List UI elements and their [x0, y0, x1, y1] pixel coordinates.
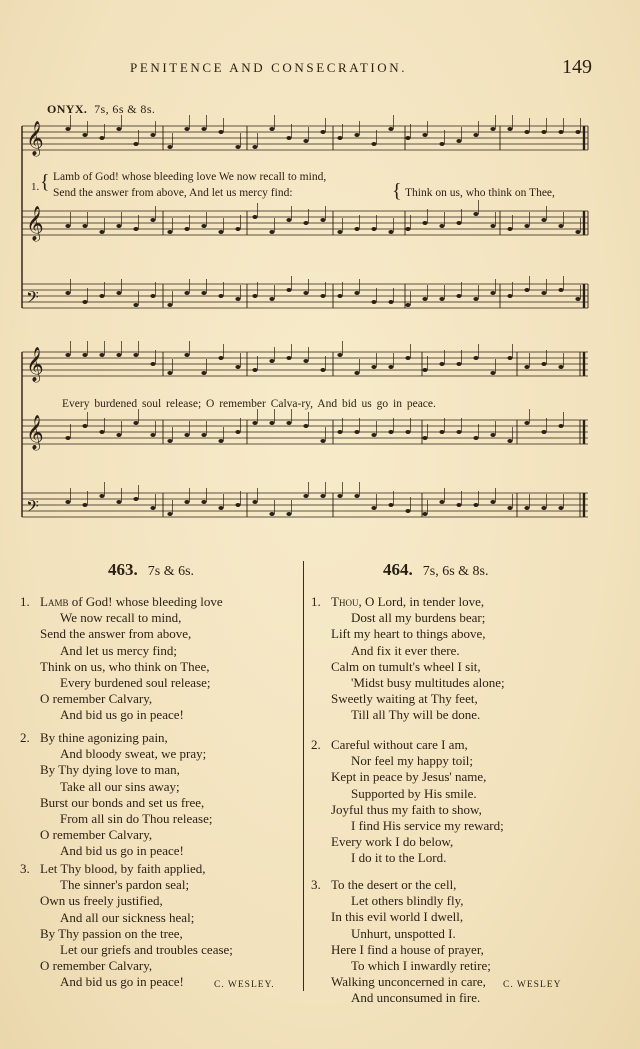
treble-clef: 𝄞 [26, 121, 44, 156]
stanza-line: Think on us, who think on Thee, [40, 658, 210, 674]
staff-6-note [541, 506, 546, 510]
stanza-line: Every work I do below, [331, 834, 454, 850]
staff-5-note [116, 433, 121, 437]
staff-2-note [541, 218, 546, 222]
stanza-line: Calm on tumult's wheel I sit, [331, 658, 481, 674]
staff-6-note [201, 500, 206, 504]
treble-clef: 𝄞 [26, 206, 44, 241]
stanza-line: And fix it ever there. [351, 642, 460, 658]
staff-3-note [422, 297, 427, 301]
staff-4-note [405, 356, 410, 360]
stanza [311, 737, 504, 867]
staff-6-note [116, 500, 121, 504]
staff-3-note [558, 288, 563, 292]
staff-2-note [439, 224, 444, 228]
staff-4-note [303, 359, 308, 363]
staff-2-note [422, 221, 427, 225]
staff-6-note [99, 494, 104, 498]
stanza-line: Walking unconcerned in care, [331, 974, 486, 990]
staff-6-note [320, 494, 325, 498]
staff-3-note [456, 294, 461, 298]
stanza-line: And bid us go in peace! [60, 707, 184, 723]
staff-1-note [541, 130, 546, 134]
stanza [311, 594, 505, 724]
verse-number: 1. [31, 181, 40, 193]
staff-4-note [320, 368, 325, 372]
staff-1-note [184, 127, 189, 131]
staff-5-note [473, 436, 478, 440]
staff-1-note [507, 127, 512, 131]
staff-1-note [405, 136, 410, 140]
staff-3-note [167, 303, 172, 307]
staff-5-note [422, 436, 427, 440]
bass-clef: 𝄢 [26, 287, 39, 311]
stanza-line [311, 594, 505, 610]
stanza-line: Lift my heart to things above, [331, 626, 486, 642]
staff-3-note [388, 300, 393, 304]
staff-5-note [354, 430, 359, 434]
staff-1-note [99, 136, 104, 140]
staff-2-note [575, 230, 580, 234]
staff-5-note [235, 430, 240, 434]
lyrics-line-1: Lamb of God! whose bleeding love We now recall to mind, [53, 171, 327, 183]
lyrics-line-3: Every burdened soul release; O remember Calva-ry, And bid us go in peace. [62, 398, 436, 410]
stanza-line: And unconsumed in fire. [351, 990, 481, 1006]
staff-1-note [422, 133, 427, 137]
hymn-464-author: C. WESLEY [503, 980, 562, 990]
stanza [20, 861, 233, 991]
hymn-463-heading [108, 560, 194, 580]
staff-6-note [235, 503, 240, 507]
staff-2-note [201, 224, 206, 228]
staff-2-note [150, 218, 155, 222]
stanza-number: 3. [311, 877, 321, 892]
staff-6-note [371, 506, 376, 510]
running-title: PENITENCE AND CONSECRATION. [130, 60, 408, 75]
hymn-463-author: C. WESLEY. [214, 980, 275, 990]
stanza [20, 594, 223, 724]
stanza-line: By Thy dying love to man, [40, 762, 180, 778]
staff-3-note [184, 291, 189, 295]
stanza-line: I find His service my reward; [351, 818, 504, 834]
staff-2-note [371, 227, 376, 231]
staff-3-note [82, 300, 87, 304]
staff-1-note [116, 127, 121, 131]
staff-6-note [422, 512, 427, 516]
staff-1-note [473, 133, 478, 137]
staff-2-note [388, 230, 393, 234]
staff-2-note [490, 224, 495, 228]
stanza-line: O remember Calvary, [40, 691, 153, 707]
stanza-number: 1. [311, 594, 321, 609]
staff-2-note [558, 224, 563, 228]
staff-3-note [320, 294, 325, 298]
staff-1-note [286, 136, 291, 140]
stanza-line [20, 730, 212, 746]
staff-6-note [150, 506, 155, 510]
staff-3-note [235, 297, 240, 301]
staff-2-note [320, 218, 325, 222]
staff-5-note [490, 433, 495, 437]
stanza-line: From all sin do Thou release; [60, 811, 213, 827]
staff-6-note [354, 494, 359, 498]
staff-2-note [218, 230, 223, 234]
stanza-line: And let us mercy find; [60, 642, 177, 658]
treble-clef: 𝄞 [26, 415, 44, 450]
staff-3-note [150, 294, 155, 298]
staff-3-note [218, 294, 223, 298]
stanza-line-text: O Lord, in tender love, [364, 594, 485, 609]
staff-1-note [65, 127, 70, 131]
stanza-line-text: Careful without care I am, [331, 737, 468, 752]
stanza-line: Unhurt, unspotted I. [351, 925, 456, 941]
stanza-number: 2. [311, 737, 321, 752]
staff-6-note [558, 506, 563, 510]
staff-3-note [116, 291, 121, 295]
tune-name: ONYX. [47, 102, 88, 116]
stanza-line: Joyful thus my faith to show, [331, 801, 482, 817]
stanza-line: Kept in peace by Jesus' name, [331, 769, 487, 785]
staff-2-note [337, 230, 342, 234]
staff-5-note [558, 424, 563, 428]
staff-4-note [235, 365, 240, 369]
stanza-line [311, 737, 504, 753]
stanza-line: Nor feel my happy toil; [351, 753, 474, 769]
staff-5-note [201, 433, 206, 437]
staff-1-note [558, 130, 563, 134]
staff-2-note [184, 227, 189, 231]
staff-3-note [575, 297, 580, 301]
staff-6-note [167, 512, 172, 516]
stanza-line: Send the answer from above, [40, 626, 192, 642]
stanza-line-text: Let Thy blood, by faith applied, [40, 861, 206, 876]
staff-6-note [82, 503, 87, 507]
staff-4-note [541, 362, 546, 366]
treble-clef: 𝄞 [26, 347, 44, 382]
staff-4-note [388, 365, 393, 369]
staff-6-note [269, 512, 274, 516]
staff-6-note [218, 506, 223, 510]
stanza-line: Here I find a house of prayer, [331, 941, 484, 957]
staff-4-note [422, 368, 427, 372]
stanza-line [311, 877, 491, 893]
stanza-number: 1. [20, 594, 30, 609]
staff-5-note [456, 430, 461, 434]
staff-5-note [337, 430, 342, 434]
stanza-number: 2. [20, 730, 30, 745]
staff-1-note [167, 145, 172, 149]
stanza-number: 3. [20, 861, 30, 876]
lyrics-line-2b: Think on us, who think on Thee, [405, 187, 555, 199]
staff-3-note [541, 291, 546, 295]
staff-3-note [337, 294, 342, 298]
staff-3-note [303, 291, 308, 295]
stanza-line: We now recall to mind, [60, 610, 182, 626]
staff-5-note [388, 430, 393, 434]
staff-6-note [252, 500, 257, 504]
staff-3-note [133, 303, 138, 307]
staff-6-note [388, 503, 393, 507]
stanza-line: And bid us go in peace! [60, 974, 184, 990]
staff-6-note [439, 500, 444, 504]
staff-4-note [490, 371, 495, 375]
staff-6-note [473, 503, 478, 507]
staff-6-note [65, 500, 70, 504]
staff-6-note [456, 503, 461, 507]
stanza-line: By Thy passion on the tree, [40, 925, 183, 941]
staff-1-note [388, 127, 393, 131]
stanza-line: And bloody sweat, we pray; [60, 746, 207, 762]
staff-4-note [218, 356, 223, 360]
staff-4-note [150, 362, 155, 366]
staff-6-note [337, 494, 342, 498]
staff-1-note [371, 142, 376, 146]
staff-2-note [473, 212, 478, 216]
staff-2-note [456, 221, 461, 225]
staff-2-note [99, 230, 104, 234]
stanza-line: Supported by His smile. [351, 785, 477, 801]
staff-1-note [490, 127, 495, 131]
staff-5-note [303, 424, 308, 428]
staff-5-note [65, 436, 70, 440]
stanza-line-text: To the desert or the cell, [331, 877, 457, 892]
staff-1-note [354, 133, 359, 137]
staff-2-note [405, 227, 410, 231]
stanza-line: To which I inwardly retire; [351, 958, 491, 974]
staff-4-note [167, 371, 172, 375]
lyrics-line-2: Send the answer from above, And let us mercy find: [53, 187, 293, 199]
staff-4-note [116, 353, 121, 357]
staff-5-note [507, 439, 512, 443]
bass-clef: 𝄢 [26, 496, 39, 520]
stanza-line: Take all our sins away; [60, 778, 180, 794]
staff-3-note [371, 300, 376, 304]
stanza-line: Own us freely justified, [40, 893, 163, 909]
lyric-brace-right: { [392, 180, 402, 202]
staff-5-note [541, 430, 546, 434]
staff-4-note [507, 356, 512, 360]
staff-3-note [65, 291, 70, 295]
stanza-line-text: of God! whose bleeding love [71, 594, 223, 609]
staff-4-note [65, 353, 70, 357]
stanza-line: Dost all my burdens bear; [351, 610, 486, 626]
staff-5-note [320, 439, 325, 443]
staff-2-note [252, 215, 257, 219]
staff-6-note [133, 497, 138, 501]
staff-5-note [218, 439, 223, 443]
staff-1-note [133, 142, 138, 146]
stanza-line: And bid us go in peace! [60, 843, 184, 859]
hymn-464-meter: 7s, 6s & 8s. [422, 564, 489, 579]
stanza-line: O remember Calvary, [40, 958, 153, 974]
staff-4-note [269, 359, 274, 363]
staff-3-note [354, 291, 359, 295]
stanza-first-word: Lamb [40, 594, 72, 609]
stanza-line: Let our griefs and troubles cease; [60, 942, 233, 958]
staff-2-note [65, 224, 70, 228]
stanza-line: In this evil world I dwell, [331, 909, 464, 925]
staff-5-note [269, 421, 274, 425]
stanza-line: 'Midst busy multitudes alone; [351, 675, 505, 691]
staff-4-note [82, 353, 87, 357]
staff-4-note [456, 362, 461, 366]
stanza-line: And all our sickness heal; [60, 909, 195, 925]
page-number: 149 [562, 56, 592, 78]
stanza-first-word: Thou, [331, 594, 365, 609]
column-divider [303, 561, 304, 991]
staff-3-note [99, 294, 104, 298]
staff-5-note [133, 421, 138, 425]
staff-4-note [473, 356, 478, 360]
staff-2-note [303, 221, 308, 225]
stanza-line: Till all Thy will be done. [351, 707, 481, 723]
staff-3-note [473, 297, 478, 301]
staff-5-note [82, 424, 87, 428]
stanza-line: Sweetly waiting at Thy feet, [331, 691, 478, 707]
staff-1-note [269, 127, 274, 131]
staff-4-note [558, 365, 563, 369]
staff-5-note [99, 430, 104, 434]
tune-meter: 7s, 6s & 8s. [94, 102, 156, 116]
staff-1-note [252, 145, 257, 149]
staff-2-note [133, 227, 138, 231]
staff-6-note [184, 500, 189, 504]
staff-4-note [337, 353, 342, 357]
staff-1-note [218, 130, 223, 134]
staff-1-note [150, 133, 155, 137]
staff-5-note [184, 433, 189, 437]
staff-1-note [303, 139, 308, 143]
stanza-line: Burst our bonds and set us free, [40, 794, 205, 810]
stanza [20, 730, 212, 860]
staff-4-note [133, 353, 138, 357]
staff-5-note [405, 430, 410, 434]
staff-1-note [82, 133, 87, 137]
stanza-line: Let others blindly fly, [351, 893, 464, 909]
staff-4-note [99, 353, 104, 357]
staff-6-note [524, 506, 529, 510]
staff-5-note [167, 439, 172, 443]
staff-1-note [524, 130, 529, 134]
staff-1-note [456, 139, 461, 143]
staff-2-note [235, 227, 240, 231]
staff-3-note [286, 288, 291, 292]
staff-4-note [371, 365, 376, 369]
staff-2-note [524, 224, 529, 228]
staff-3-note [252, 294, 257, 298]
staff-2-note [286, 218, 291, 222]
staff-4-note [184, 353, 189, 357]
staff-3-note [439, 297, 444, 301]
staff-5-note [524, 421, 529, 425]
staff-5-note [252, 421, 257, 425]
staff-5-note [439, 430, 444, 434]
staff-6-note [405, 509, 410, 513]
staff-5-note [150, 433, 155, 437]
stanza-line: I do it to the Lord. [351, 850, 447, 866]
staff-6-note [490, 500, 495, 504]
stanza-line [20, 594, 223, 610]
staff-6-note [507, 506, 512, 510]
stanza-line: Every burdened soul release; [60, 675, 211, 691]
staff-4-note [286, 356, 291, 360]
staff-3-note [490, 291, 495, 295]
staff-3-note [507, 294, 512, 298]
staff-5-note [371, 433, 376, 437]
stanza-line [20, 861, 233, 877]
staff-1-note [439, 142, 444, 146]
staff-5-note [286, 421, 291, 425]
staff-4-note [201, 371, 206, 375]
staff-2-note [167, 230, 172, 234]
staff-4-note [354, 371, 359, 375]
staff-1-note [337, 136, 342, 140]
staff-3-note [524, 288, 529, 292]
staff-4-note [524, 365, 529, 369]
lyric-brace-left: { [40, 171, 50, 193]
hymn-463-number: 463. [108, 560, 138, 579]
staff-4-note [439, 362, 444, 366]
staff-3-note [201, 291, 206, 295]
staff-2-note [82, 224, 87, 228]
staff-3-note [269, 297, 274, 301]
stanza-line: The sinner's pardon seal; [60, 877, 190, 893]
stanza-line-text: By thine agonizing pain, [40, 730, 168, 745]
staff-2-note [354, 227, 359, 231]
staff-1-note [320, 130, 325, 134]
hymn-464-number: 464. [383, 560, 413, 579]
staff-2-note [116, 224, 121, 228]
stanza-line: O remember Calvary, [40, 827, 153, 843]
staff-1-note [235, 145, 240, 149]
staff-4-note [252, 368, 257, 372]
hymn-464-heading [383, 560, 488, 580]
staff-6-note [286, 512, 291, 516]
staff-2-note [507, 227, 512, 231]
staff-3-note [405, 303, 410, 307]
staff-1-note [575, 130, 580, 134]
staff-2-note [269, 230, 274, 234]
staff-6-note [303, 494, 308, 498]
stanza [311, 877, 491, 1007]
staff-1-note [201, 127, 206, 131]
hymn-463-meter: 7s & 6s. [147, 564, 195, 579]
